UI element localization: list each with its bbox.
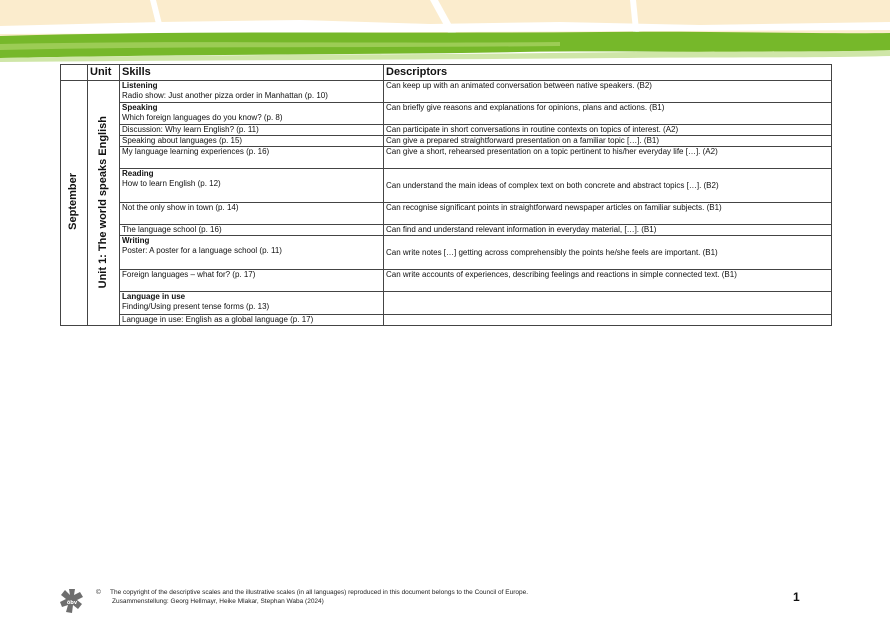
skill-text: Language in use: English as a global language (p. 17) [122, 315, 314, 324]
skill-cell [120, 81, 384, 103]
skill-text: Poster: A poster for a language school (p. 11) [122, 245, 282, 255]
descriptor-cell: Can give a prepared straightforward presentation on a familiar topic […]. (B1) [384, 136, 832, 147]
publisher-logo-icon [60, 588, 84, 614]
table-row [61, 147, 832, 169]
table-row [61, 315, 832, 326]
skill-cell [120, 203, 384, 225]
copyright-notice [96, 589, 528, 606]
descriptor-cell [384, 315, 832, 326]
descriptor-cell: Can write accounts of experiences, describing feelings and reactions in simple connected text. (B1) [384, 270, 832, 292]
curriculum-table [60, 64, 832, 326]
descriptor-cell: Can understand the main ideas of complex text on both concrete and abstract topics […]. (B2) [384, 169, 832, 203]
table-row [61, 203, 832, 225]
table-row [61, 169, 832, 203]
skill-cell [120, 270, 384, 292]
skill-text: Speaking about languages (p. 15) [122, 136, 243, 145]
skill-text: Finding/Using present tense forms (p. 13) [122, 301, 270, 311]
skill-heading: Listening [122, 81, 158, 90]
page-number: 1 [793, 590, 800, 604]
table-row [61, 81, 832, 103]
table-row [61, 125, 832, 136]
skill-text: Foreign languages – what for? (p. 17) [122, 270, 256, 279]
header-blank [61, 65, 88, 81]
skill-cell [120, 236, 384, 270]
header-descriptors: Descriptors [384, 65, 832, 81]
table-row [61, 136, 832, 147]
skill-cell [120, 147, 384, 169]
skill-cell [120, 125, 384, 136]
skill-cell [120, 136, 384, 147]
skill-heading: Language in use [122, 292, 186, 301]
skill-cell [120, 103, 384, 125]
header-banner [0, 0, 890, 66]
skill-text: Which foreign languages do you know? (p. 8) [122, 112, 283, 122]
skill-cell [120, 315, 384, 326]
copyright-text: The copyright of the descriptive scales and the illustrative scales (in all languages) reproduced in this document belongs to the Council of Europe. [110, 589, 529, 596]
skill-cell [120, 292, 384, 315]
page-footer [60, 588, 840, 618]
descriptor-cell: Can give a short, rehearsed presentation on a topic pertinent to his/her everyday life […]. (A2) [384, 147, 832, 169]
header-unit: Unit [88, 65, 120, 81]
descriptor-cell: Can briefly give reasons and explanations for opinions, plans and actions. (B1) [384, 103, 832, 125]
descriptor-cell: Can write notes […] getting across comprehensibly the points he/she feels are important. (B1) [384, 236, 832, 270]
skill-cell [120, 225, 384, 236]
skill-text: Discussion: Why learn English? (p. 11) [122, 125, 259, 134]
skill-heading: Writing [122, 236, 150, 245]
table-header-row [61, 65, 832, 81]
unit-label: Unit 1: The world speaks English [96, 115, 109, 288]
copyright-symbol: © [96, 589, 101, 596]
table-row [61, 236, 832, 270]
header-skills: Skills [120, 65, 384, 81]
unit-cell [88, 81, 120, 326]
descriptor-cell: Can recognise significant points in straightforward newspaper articles on familiar subjects. (B1) [384, 203, 832, 225]
skill-heading: Reading [122, 169, 154, 178]
month-label: September [67, 173, 80, 231]
skill-text: My language learning experiences (p. 16) [122, 147, 270, 156]
skill-text: Radio show: Just another pizza order in Manhattan (p. 10) [122, 90, 328, 100]
skill-cell [120, 169, 384, 203]
logo-text: öbv [66, 600, 78, 606]
descriptor-cell: Can find and understand relevant information in everyday material, […]. (B1) [384, 225, 832, 236]
descriptor-cell [384, 292, 832, 315]
table-row [61, 270, 832, 292]
skill-heading: Speaking [122, 103, 158, 112]
skill-text: Not the only show in town (p. 14) [122, 203, 239, 212]
descriptor-cell: Can keep up with an animated conversation between native speakers. (B2) [384, 81, 832, 103]
skill-text: The language school (p. 16) [122, 225, 222, 234]
compiled-by: Zusammenstellung: Georg Hellmayr, Heike Mlakar, Stephan Waba (2024) [112, 597, 324, 605]
table-row [61, 225, 832, 236]
skill-text: How to learn English (p. 12) [122, 178, 221, 188]
month-cell [61, 81, 88, 326]
descriptor-cell: Can participate in short conversations in routine contexts on topics of interest. (A2) [384, 125, 832, 136]
table-row [61, 103, 832, 125]
table-row [61, 292, 832, 315]
